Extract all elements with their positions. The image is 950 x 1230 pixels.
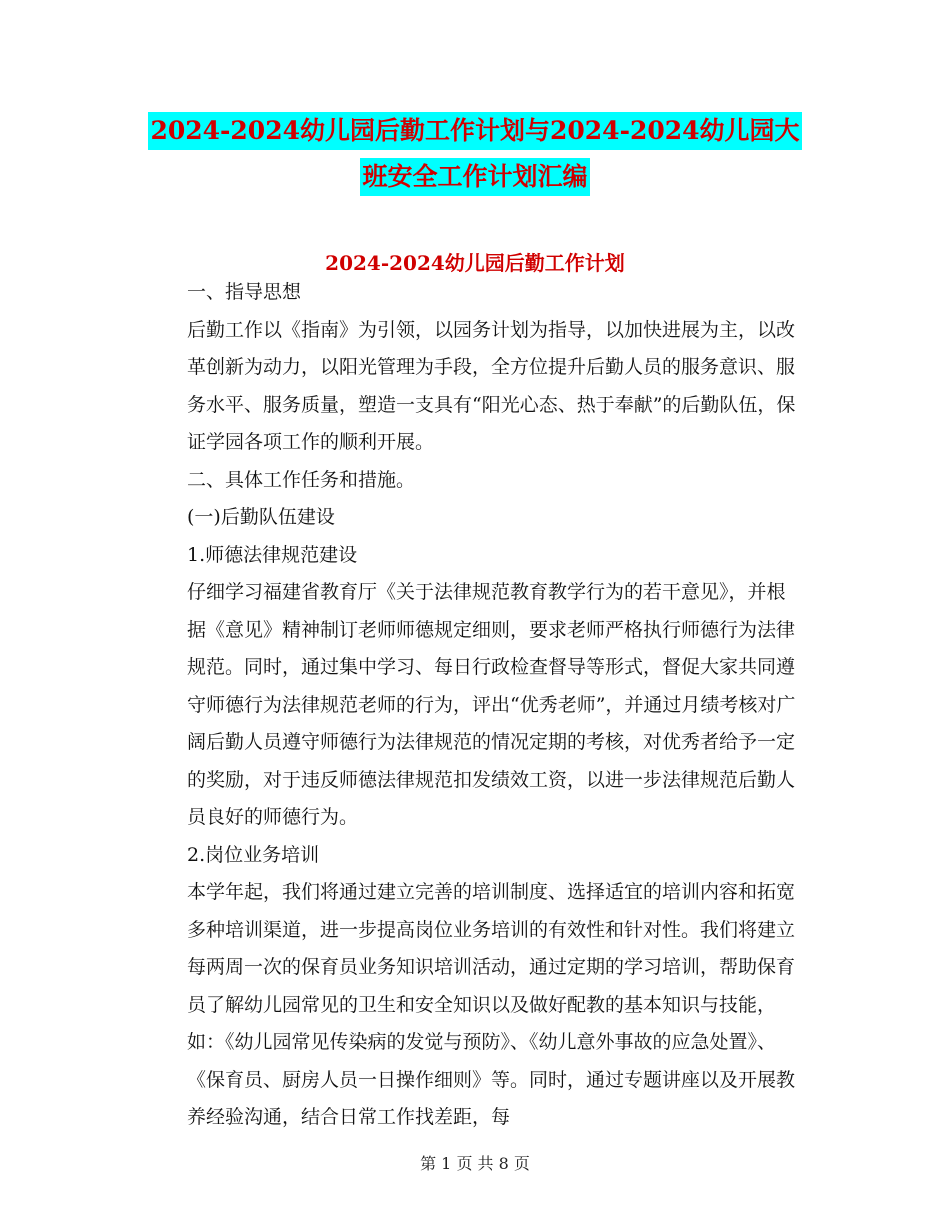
- title-line-2: 班安全工作计划汇编: [360, 158, 589, 196]
- paragraph: 后勤工作以《指南》为引领，以园务计划为指导，以加快进展为主，以改革创新为动力，以阳光管理为手段，全方位提升后勤人员的服务意识、服务水平、服务质量，塑造一支具有“阳光心态、热于奉献”的后勤队伍，保证学园各项工作的顺利开展。: [187, 318, 796, 453]
- section-title: 2024-2024幼儿园后勤工作计划: [325, 251, 625, 275]
- page-footer: 第 1 页 共 8 页: [420, 1154, 530, 1173]
- heading-guiding-ideology: 一、指导思想: [187, 281, 302, 303]
- paragraph: 本学年起，我们将通过建立完善的培训制度、选择适宜的培训内容和拓宽多种培训渠道，进一步提高岗位业务培训的有效性和针对性。我们将建立每两周一次的保育员业务知识培训活动，通过定期的学习培训，帮助保育员了解幼儿园常见的卫生和安全知识以及做好配教的基本知识与技能，如：《幼儿园常见传染病的发觉与预防》、《幼儿意外事故的应急处置》、《保育员、厨房人员一日操作细则》等。同时，通过专题讲座以及开展教养经验沟通，结合日常工作找差距，每: [187, 881, 796, 1128]
- paragraph: 仔细学习福建省教育厅《关于法律规范教育教学行为的若干意见》，并根据《意见》精神制订老师师德规定细则，要求老师严格执行师德行为法律规范。同时，通过集中学习、每日行政检查督导等形式，督促大家共同遵守师德行为法律规范老师的行为，评出“优秀老师”，并通过月绩考核对广阔后勤人员遵守师德行为法律规范的情况定期的考核，对优秀者给予一定的奖励，对于违反师德法律规范扣发绩效工资，以进一步法律规范后勤人员良好的师德行为。: [187, 581, 796, 828]
- heading-training: 2.岗位业务培训: [187, 843, 320, 866]
- title-line-1: 2024-2024幼儿园后勤工作计划与2024-2024幼儿园大: [148, 112, 801, 150]
- heading-ethics: 1.师德法律规范建设: [187, 543, 358, 566]
- heading-tasks-measures: 二、具体工作任务和措施。: [187, 468, 416, 491]
- heading-team-building: (一)后勤队伍建设: [187, 506, 335, 528]
- document-title: [0, 112, 950, 196]
- body-text: [142, 274, 802, 1137]
